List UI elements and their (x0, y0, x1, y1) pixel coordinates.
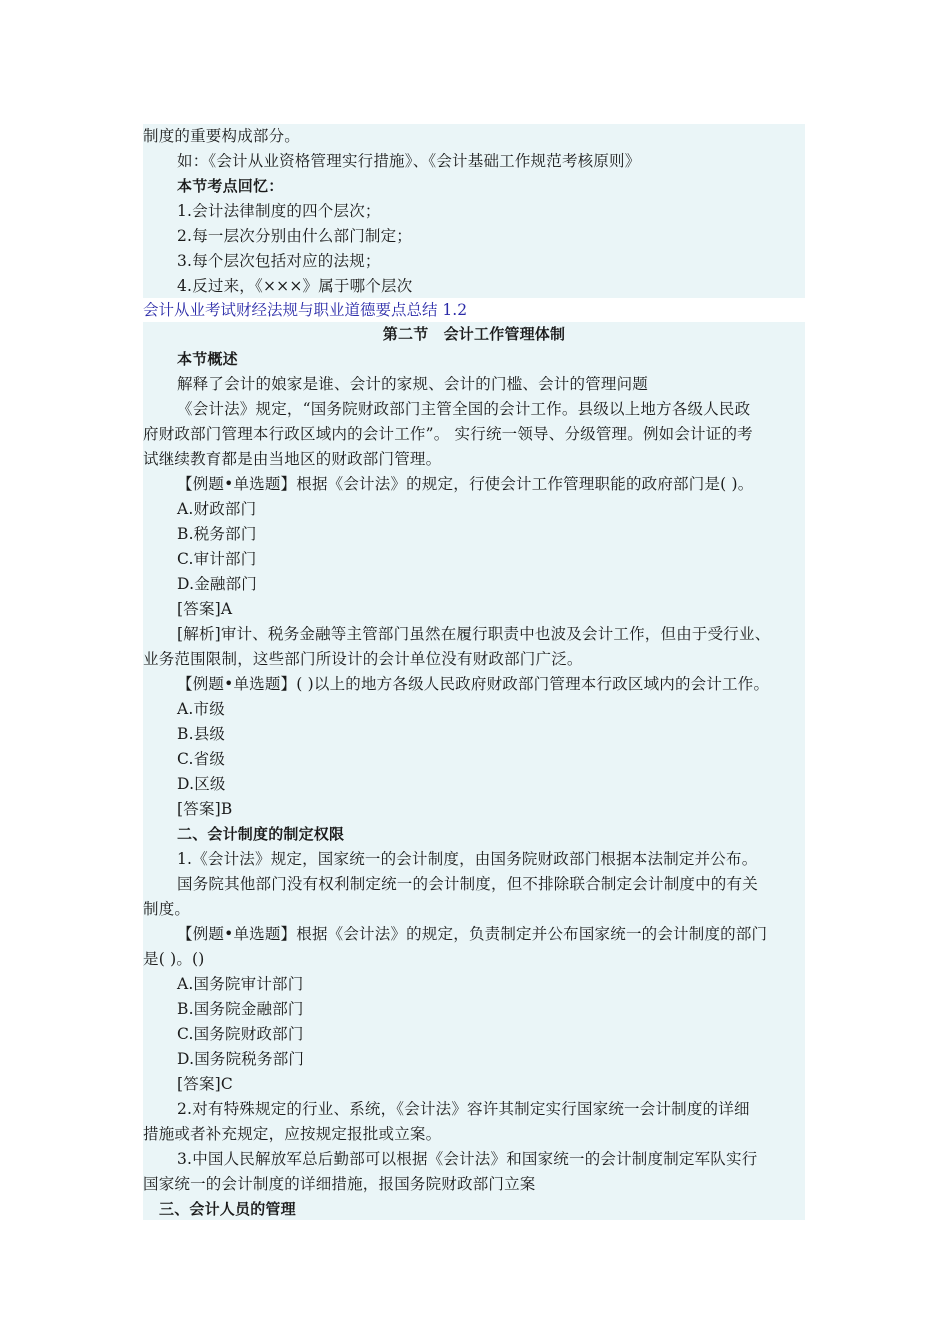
question-line: 是( )。() (143, 950, 205, 968)
answer-line: [答案]A (177, 600, 233, 618)
option-line: A.国务院审计部门 (177, 975, 304, 993)
option-line: C.国务院财政部门 (177, 1025, 304, 1043)
list-item: 1.会计法律制度的四个层次； (177, 202, 381, 220)
option-line: D.国务院税务部门 (177, 1050, 305, 1068)
option-line: A.财政部门 (177, 500, 257, 518)
section-heading: 本节考点回忆： (177, 177, 284, 195)
option-line: D.区级 (177, 775, 226, 793)
text-block-main (143, 322, 805, 1220)
paragraph-line: 3.中国人民解放军总后勤部可以根据《会计法》和国家统一的会计制度制定军队实行 (177, 1150, 758, 1168)
option-line: C.省级 (177, 750, 226, 768)
list-item: 2.每一层次分别由什么部门制定； (177, 227, 412, 245)
paragraph-line: 如：《会计从业资格管理实行措施》、《会计基础工作规范考核原则》 (177, 152, 641, 170)
section-heading: 本节概述 (177, 350, 238, 368)
option-line: C.审计部门 (177, 550, 257, 568)
paragraph-line: 国家统一的会计制度的详细措施，报国务院财政部门立案 (143, 1175, 536, 1193)
option-line: D.金融部门 (177, 575, 258, 593)
question-line: 【例题•单选题】根据《会计法》的规定，行使会计工作管理职能的政府部门是( )。 (177, 475, 754, 493)
analysis-line: [解析]审计、税务金融等主管部门虽然在履行职责中也波及会计工作，但由于受行业、 (177, 625, 771, 643)
paragraph-line: 国务院其他部门没有权利制定统一的会计制度，但不排除联合制定会计制度中的有关 (177, 875, 758, 893)
paragraph-line: 解释了会计的娘家是谁、会计的家规、会计的门槛、会计的管理问题 (177, 375, 649, 393)
option-line: B.县级 (177, 725, 226, 743)
question-line: 【例题•单选题】根据《会计法》的规定，负责制定并公布国家统一的会计制度的部门 (177, 925, 768, 943)
option-line: B.税务部门 (177, 525, 257, 543)
analysis-line: 业务范围限制，这些部门所设计的会计单位没有财政部门广泛。 (143, 650, 583, 668)
paragraph-line: 制度的重要构成部分。 (143, 127, 301, 145)
section-title: 第二节 会计工作管理体制 (382, 325, 566, 343)
paragraph-line: 2.对有特殊规定的行业、系统，《会计法》容许其制定实行国家统一会计制度的详细 (177, 1100, 750, 1118)
answer-line: [答案]C (177, 1075, 233, 1093)
section-heading: 二、会计制度的制定权限 (177, 825, 345, 843)
text-block-top (143, 124, 805, 298)
option-line: B.国务院金融部门 (177, 1000, 304, 1018)
article-link[interactable]: 会计从业考试财经法规与职业道德要点总结 1.2 (143, 301, 468, 319)
answer-line: [答案]B (177, 800, 233, 818)
paragraph-line: 《会计法》规定，“国务院财政部门主管全国的会计工作。县级以上地方各级人民政 (177, 400, 751, 418)
list-item: 4.反过来，《×××》属于哪个层次 (177, 277, 413, 295)
paragraph-line: 府财政部门管理本行政区域内的会计工作”。 实行统一领导、分级管理。例如会计证的考 (143, 425, 753, 443)
question-line: 【例题•单选题】( )以上的地方各级人民政府财政部门管理本行政区域内的会计工作。 (177, 675, 770, 693)
list-item: 3.每个层次包括对应的法规； (177, 252, 381, 270)
paragraph-line: 1.《会计法》规定，国家统一的会计制度，由国务院财政部门根据本法制定并公布。 (177, 850, 758, 868)
paragraph-line: 制度。 (143, 900, 191, 918)
section-heading: 三、会计人员的管理 (159, 1200, 296, 1218)
option-line: A.市级 (177, 700, 225, 718)
paragraph-line: 试继续教育都是由当地区的财政部门管理。 (143, 450, 442, 468)
paragraph-line: 措施或者补充规定，应按规定报批或立案。 (143, 1125, 442, 1143)
